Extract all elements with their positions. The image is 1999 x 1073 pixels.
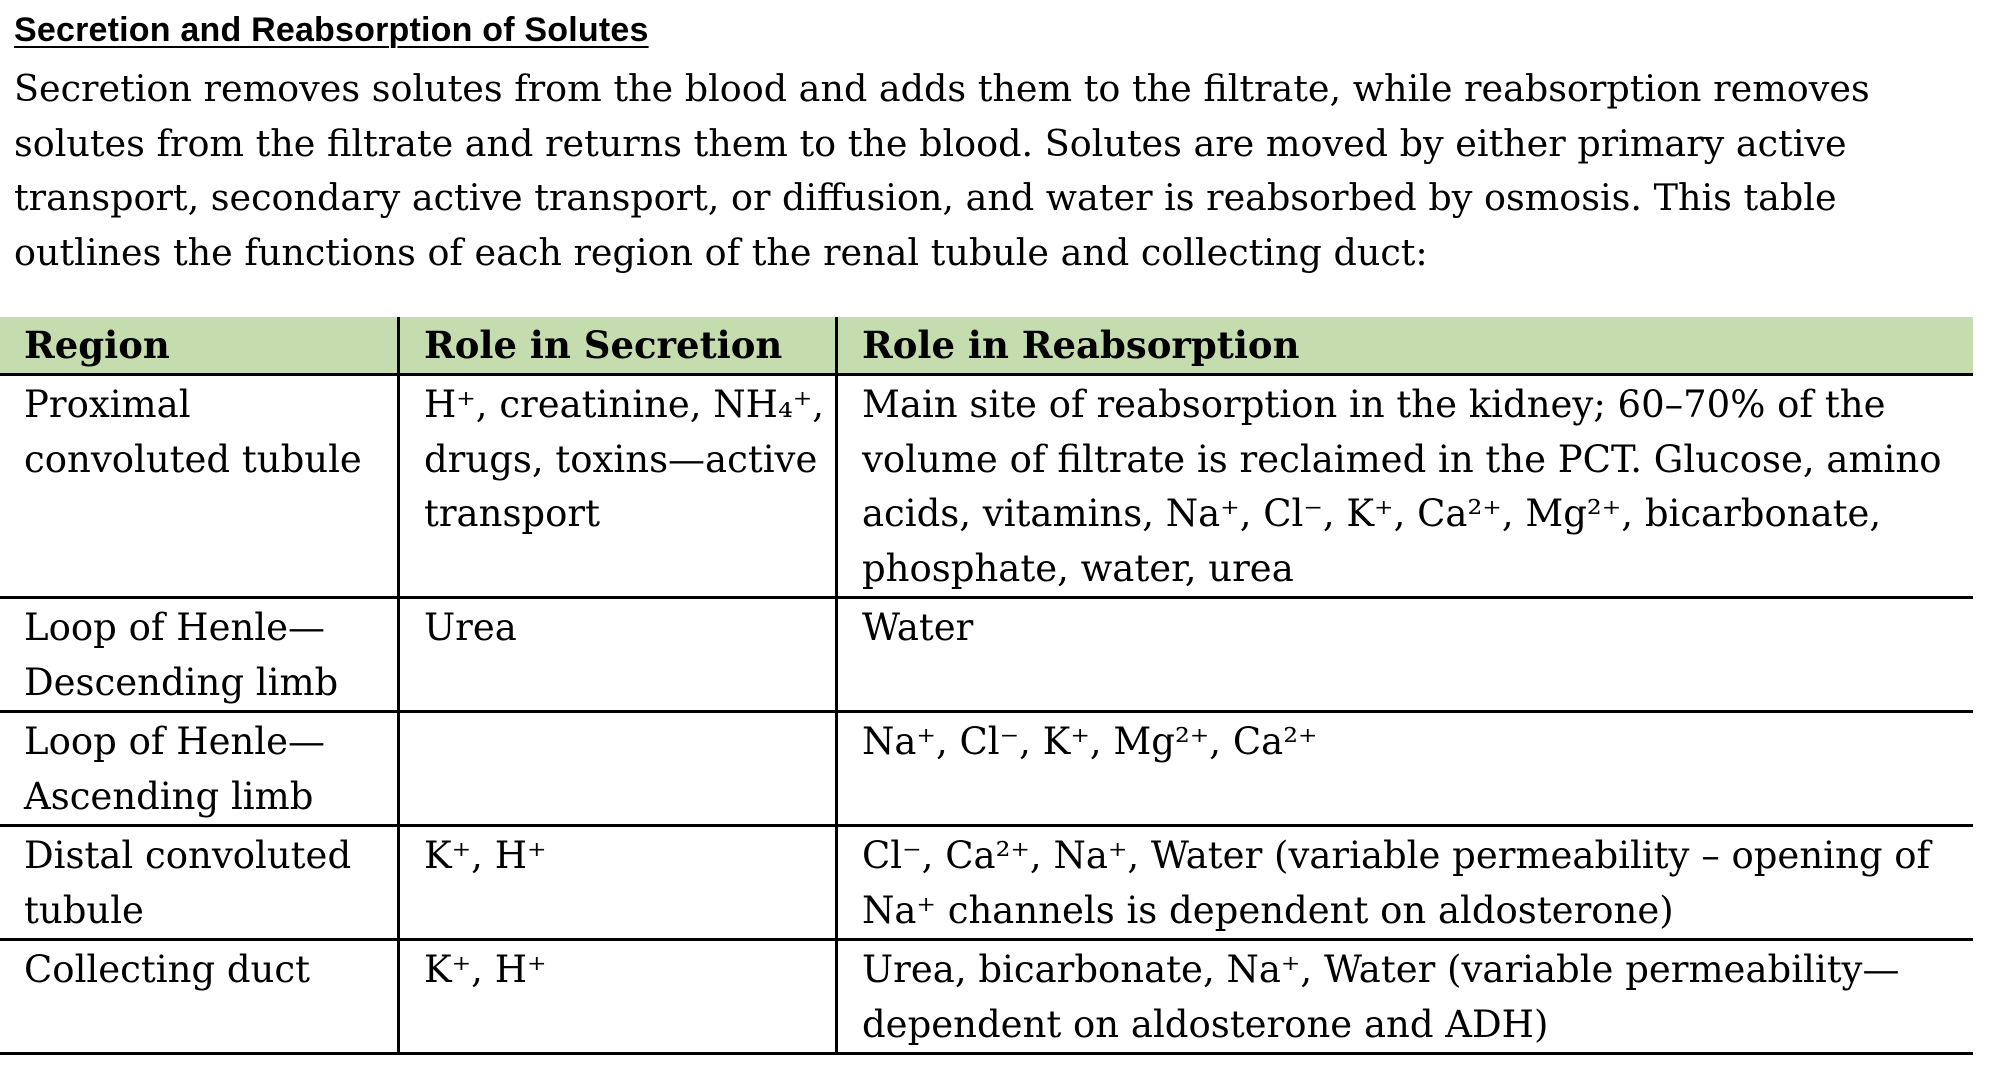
cell-secretion: K⁺, H⁺: [399, 940, 837, 1054]
intro-paragraph: Secretion removes solutes from the blood and adds them to the filtrate, while reabsorption removes solutes from the filtrate and returns them to the blood. Solutes are moved by either primary active transport, secondary active transport, or diffusion, and water is reabsorbed by osmosis. This table outlines the functions of each region of the renal tubule and collecting duct:: [14, 67, 1870, 274]
table-header-row: [0, 317, 1973, 375]
section-title: Secretion and Reabsorption of Solutes: [14, 11, 649, 49]
cell-region: Loop of Henle—Ascending limb: [0, 712, 399, 826]
table-row: [0, 826, 1973, 940]
header-region: Region: [0, 317, 399, 375]
cell-reabsorption: Main site of reabsorption in the kidney; 60–70% of the volume of filtrate is reclaimed in the PCT. Glucose, amino acids, vitamins, Na⁺, Cl⁻, K⁺, Ca²⁺, Mg²⁺, bicarbonate, phosphate, water, urea: [837, 375, 1974, 598]
table-row: [0, 375, 1973, 598]
table-row: [0, 712, 1973, 826]
document-page: [14, 8, 1984, 280]
cell-secretion: Urea: [399, 598, 837, 712]
cell-reabsorption: Water: [837, 598, 1974, 712]
cell-secretion: [399, 712, 837, 826]
header-secretion: Role in Secretion: [399, 317, 837, 375]
cell-region: Loop of Henle—Descending limb: [0, 598, 399, 712]
cell-region: Proximal convoluted tubule: [0, 375, 399, 598]
cell-secretion: K⁺, H⁺: [399, 826, 837, 940]
solute-roles-table: [0, 317, 1973, 1055]
cell-secretion: H⁺, creatinine, NH₄⁺, drugs, toxins—active transport: [399, 375, 837, 598]
cell-reabsorption: Cl⁻, Ca²⁺, Na⁺, Water (variable permeability – opening of Na⁺ channels is dependent on aldosterone): [837, 826, 1974, 940]
header-reabsorption: Role in Reabsorption: [837, 317, 1974, 375]
table-row: [0, 598, 1973, 712]
table-row: [0, 940, 1973, 1054]
cell-reabsorption: Na⁺, Cl⁻, K⁺, Mg²⁺, Ca²⁺: [837, 712, 1974, 826]
cell-region: Collecting duct: [0, 940, 399, 1054]
cell-reabsorption: Urea, bicarbonate, Na⁺, Water (variable permeability—dependent on aldosterone and ADH): [837, 940, 1974, 1054]
cell-region: Distal convoluted tubule: [0, 826, 399, 940]
